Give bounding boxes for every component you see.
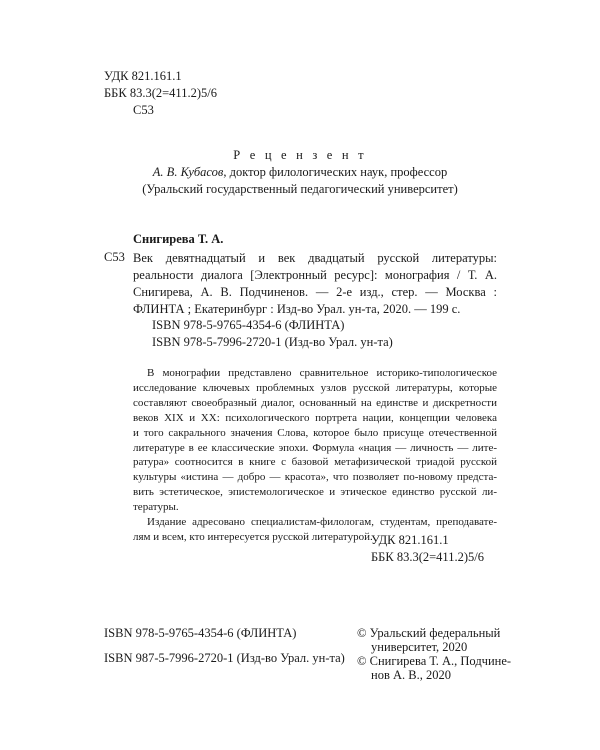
- abstract-line: ратура» соотносится в книге с базовой метафизической триадой русской: [133, 456, 497, 469]
- abstract-line: тературы.: [133, 501, 179, 514]
- udk-code-top: УДК 821.161.1: [104, 69, 182, 83]
- abstract-line: вить эстетическое, эпистемологическое и этическое единство русской ли-: [133, 486, 497, 499]
- reviewer-heading: Р е ц е н з е н т: [233, 148, 367, 162]
- audience-line: Издание адресовано специалистам-филологам, студентам, преподавате-: [147, 516, 497, 529]
- entry-author-mark: С53: [104, 250, 125, 264]
- abstract-line: литературе в ее классические эпохи. Формула «нация — личность — лите-: [133, 441, 497, 454]
- abstract-line: исследование ключевых проблемных узлов русской литературы, которые: [133, 381, 497, 394]
- entry-author: Снигирева Т. А.: [133, 232, 224, 246]
- copyright-authors: © Снигирева Т. А., Подчине-: [357, 654, 512, 668]
- copyright-authors-cont: нов А. В., 2020: [371, 668, 451, 682]
- reviewer-credentials: , доктор филологических наук, профессор: [223, 165, 448, 179]
- abstract-line: и того сакрального значения Слова, которое было присуще отечественной: [133, 426, 497, 439]
- abstract-line: составляют своеобразный диалог, основанный на единстве и дискретности: [133, 396, 497, 409]
- abstract-line: культуры «истина — добро — красота», что позволяет по-новому предста-: [133, 471, 497, 484]
- reviewer-name: А. В. Кубасов: [152, 165, 224, 179]
- entry-isbn-ural: ISBN 978-5-7996-2720-1 (Изд-во Урал. ун-та): [152, 335, 393, 349]
- footer-isbn-flinta: ISBN 978-5-9765-4354-6 (ФЛИНТА): [104, 626, 297, 640]
- entry-isbn-flinta: ISBN 978-5-9765-4354-6 (ФЛИНТА): [152, 318, 345, 332]
- copyright-university-cont: университет, 2020: [371, 640, 468, 654]
- abstract-line: В монографии представлено сравнительное историко-типологическое: [147, 367, 497, 379]
- entry-description-line: ФЛИНТА ; Екатеринбург : Изд-во Урал. ун-та, 2020. — 199 с.: [133, 302, 461, 316]
- udk-code-bottom: УДК 821.161.1: [371, 533, 449, 547]
- entry-description: [133, 250, 497, 318]
- abstract-line: веков XIX и XX: психологического портрета нации, концепции человека: [133, 411, 497, 424]
- bbk-code-top: ББК 83.3(2=411.2)5/6: [104, 86, 217, 100]
- reviewer-affiliation: (Уральский государственный педагогический университет): [142, 182, 458, 196]
- bbk-code-bottom: ББК 83.3(2=411.2)5/6: [371, 550, 484, 564]
- abstract: [133, 366, 497, 545]
- entry-description-line: Снигирева, А. В. Подчиненов. — 2-е изд., стер. — Москва :: [133, 285, 497, 299]
- footer-isbn-ural: ISBN 987-5-7996-2720-1 (Изд-во Урал. ун-та): [104, 651, 345, 665]
- entry-description-line: Век девятнадцатый и век двадцатый русской литературы:: [133, 251, 497, 265]
- copyright-university: © Уральский федеральный: [357, 626, 501, 640]
- reviewer-line: [0, 165, 600, 180]
- entry-description-line: реальности диалога [Электронный ресурс]: монография / Т. А.: [133, 268, 497, 282]
- audience-line: лям и всем, кто интересуется русской литературой.: [133, 530, 373, 543]
- author-mark-top: С53: [133, 103, 154, 117]
